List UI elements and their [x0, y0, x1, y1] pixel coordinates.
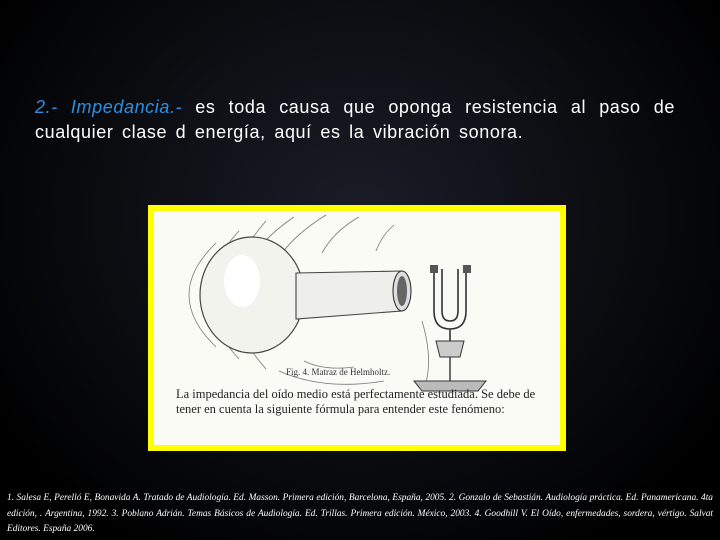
- flask-neck: [296, 271, 402, 319]
- tuning-fork: [434, 269, 466, 341]
- definition-text: es toda causa que oponga resistencia al paso de cualquier clase d energía, aquí es la vibración sonora.: [35, 97, 675, 142]
- figure-text: La impedancia del oído medio está perfectamente estudiada. Se debe de tener en cuenta la siguiente fórmula para entender este fenómeno:: [176, 387, 536, 416]
- fork-stand: [436, 341, 464, 357]
- fork-weight-right: [463, 265, 471, 273]
- figure-caption: Fig. 4. Matraz de Helmholtz.: [286, 367, 391, 377]
- fork-weight-left: [430, 265, 438, 273]
- definition-heading: 2.- Impedancia.-: [35, 97, 183, 117]
- figure-frame: [148, 205, 566, 451]
- figure-image: [154, 211, 560, 445]
- definition-paragraph: [35, 95, 675, 145]
- references: 1. Salesa E, Perelló E, Bonavida A. Tratado de Audiología. Ed. Masson. Primera edición, Barcelona, España, 2005. 2. Gonzalo de Sebastián. Audiología práctica. Ed. Panamericana. 4ta edición, . Argentina, 1992. 3. Poblano Adrián. Temas Básicos de Audiología. Ed. Trillas. Primera edición. México, 2003. 4. Goodhill V. El Oído, enfermedades, sordera, vértigo. Salvat Editores. España 2006.: [7, 493, 713, 535]
